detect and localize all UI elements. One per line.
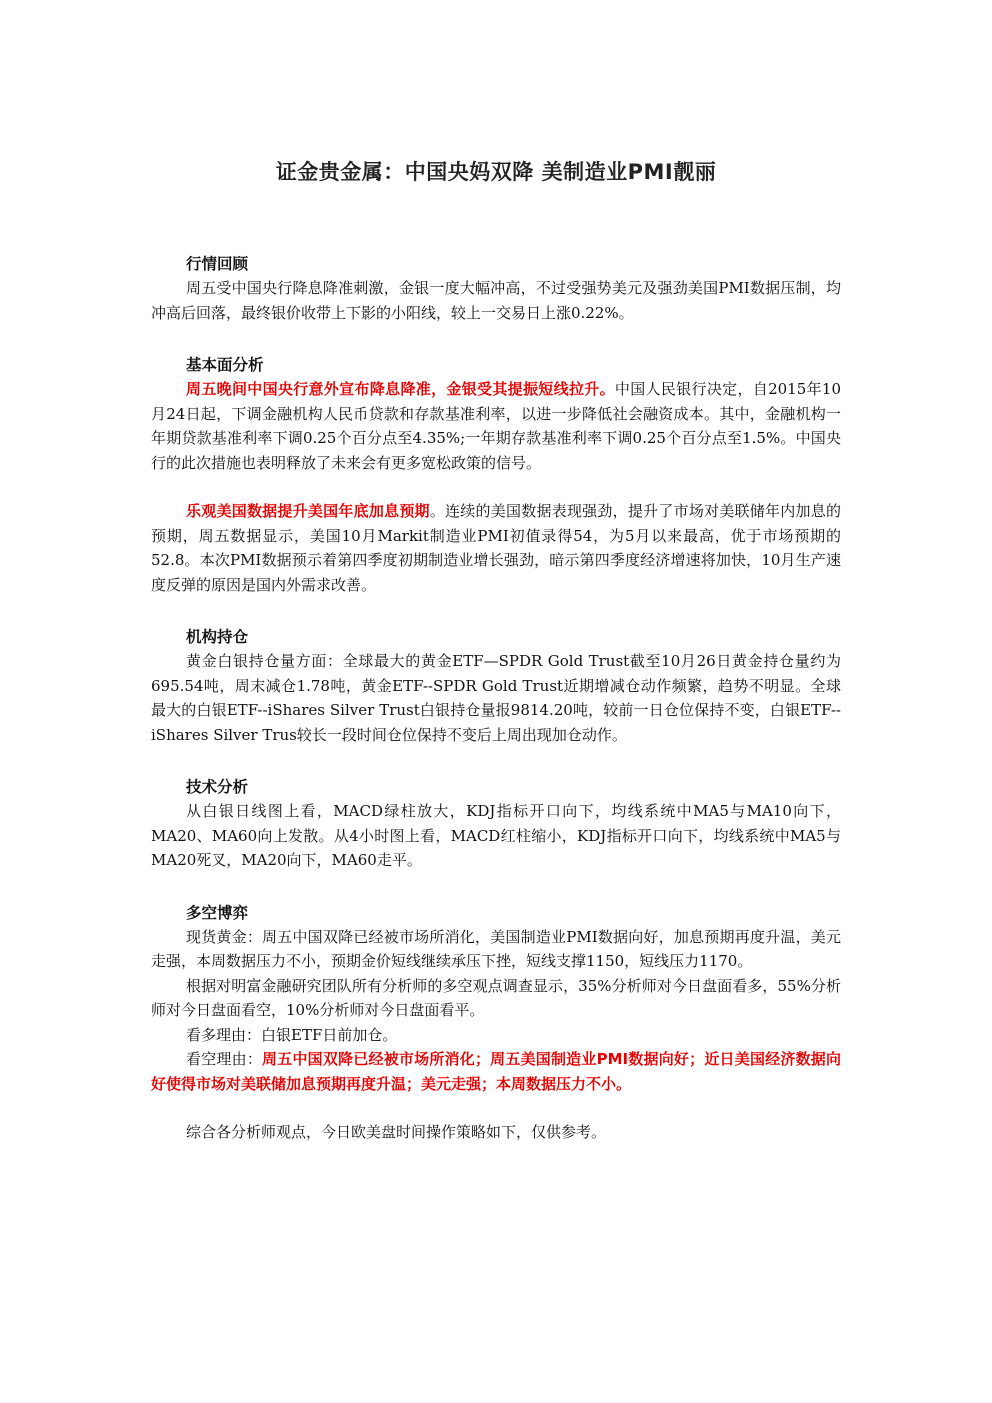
body-text: 中国人民银行决定，自2015年10月24日起，下调金融机构人民币贷款和存款基准利率，以进一步降低社会融资成本。其中，金融机构一年期贷款基准利率下调0.25个百分点至4.35%;一年期存款基准利率下调0.25个百分点至1.5%。中国央行的此次措施也表明释放了未来会有更多宽松政策的信号。 [151, 380, 841, 472]
body-text: 看空理由： [186, 1050, 263, 1068]
highlight-text: 周五中国双降已经被市场所消化；周五美国制造业PMI数据向好；近日美国经济数据向好使得市场对美联储加息预期再度升温；美元走强；本周数据压力不小。 [151, 1050, 841, 1093]
summary-paragraph: 综合各分析师观点，今日欧美盘时间操作策略如下，仅供参考。 [186, 1123, 607, 1141]
document-body [151, 252, 841, 1145]
review-paragraph: 周五受中国央行降息降准刺激，金银一度大幅冲高，不过受强势美元及强劲美国PMI数据压制，均冲高后回落，最终银价收带上下影的小阳线，较上一交易日上涨0.22%。 [151, 279, 841, 322]
section-heading-holdings: 机构持仓 [186, 628, 249, 646]
section-heading-review: 行情回顾 [186, 255, 249, 273]
fundamentals-paragraph-2 [151, 499, 841, 597]
highlight-text: 周五晚间中国央行意外宣布降息降准，金银受其提振短线拉升。 [186, 380, 615, 398]
section-heading-fundamentals: 基本面分析 [186, 356, 264, 374]
document-title: 证金贵金属：中国央妈双降 美制造业PMI靓丽 [275, 160, 717, 184]
game-paragraph-2: 根据对明富金融研究团队所有分析师的多空观点调查显示，35%分析师对今日盘面看多，55%分析师对今日盘面看空，10%分析师对今日盘面看平。 [151, 976, 841, 1019]
section-heading-technical: 技术分析 [186, 778, 249, 796]
game-paragraph-1: 现货黄金：周五中国双降已经被市场所消化，美国制造业PMI数据向好，加息预期再度升温，美元走强，本周数据压力不小，预期金价短线继续承压下挫，短线支撑1150，短线压力1170。 [151, 927, 841, 970]
highlight-text: 乐观美国数据提升美国年底加息预期 [186, 502, 430, 520]
fundamentals-paragraph-1 [151, 377, 841, 475]
body-text: 。连续的美国数据表现强劲，提升了市场对美联储年内加息的预期，周五数据显示，美国10月Markit制造业PMI初值录得54，为5月以来最高，优于市场预期的52.8。本次PMI数据预示着第四季度初期制造业增长强劲，暗示第四季度经济增速将加快，10月生产速度反弹的原因是国内外需求改善。 [151, 502, 841, 594]
game-paragraph-3: 看多理由：白银ETF日前加仓。 [186, 1025, 398, 1044]
holdings-paragraph: 黄金白银持仓量方面：全球最大的黄金ETF—SPDR Gold Trust截至10月26日黄金持仓量约为695.54吨，周末减仓1.78吨，黄金ETF--SPDR Gold Trust近期增减仓动作频繁，趋势不明显。全球最大的白银ETF--iShares Silver Trust白银持仓量报9814.20吨，较前一日仓位保持不变，白银ETF--iShares Silver Trus较长一段时间仓位保持不变后上周出现加仓动作。 [151, 652, 841, 744]
section-heading-game: 多空博弈 [186, 903, 249, 922]
game-paragraph-4 [151, 1047, 841, 1096]
technical-paragraph: 从白银日线图上看，MACD绿柱放大，KDJ指标开口向下，均线系统中MA5与MA10向下，MA20、MA60向上发散。从4小时图上看，MACD红柱缩小，KDJ指标开口向下，均线系统中MA5与MA20死叉，MA20向下，MA60走平。 [151, 802, 841, 869]
